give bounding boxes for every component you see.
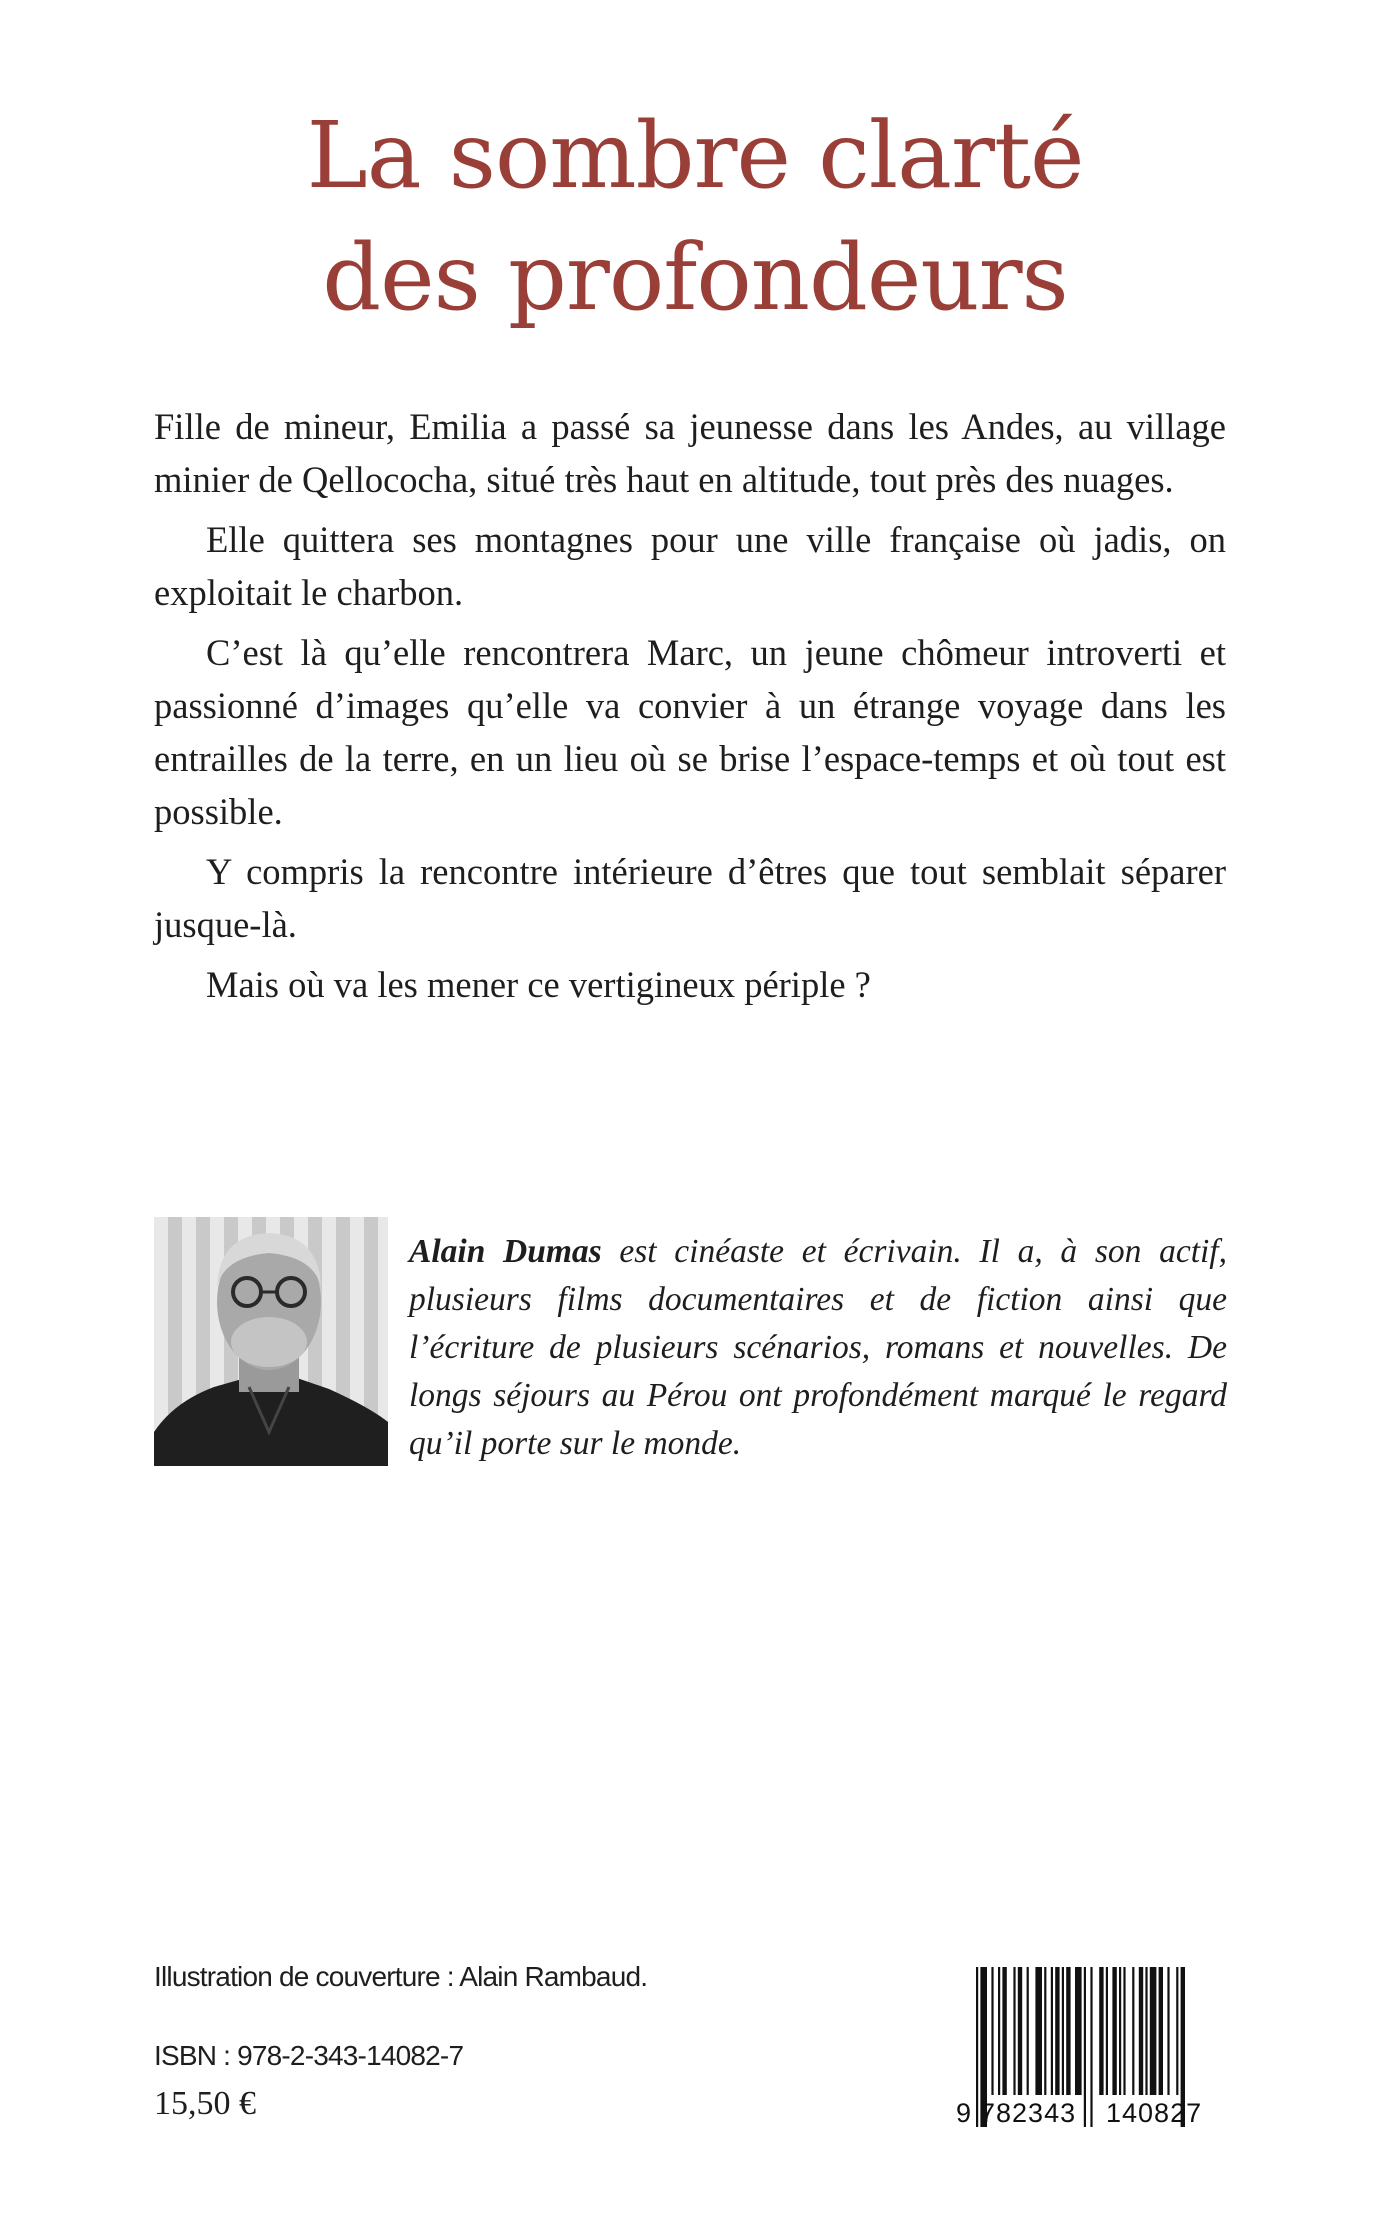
barcode-bar [1018, 1967, 1022, 2095]
barcode-bar [1123, 1967, 1125, 2095]
blurb-paragraph: C’est là qu’elle rencontrera Marc, un jeune chômeur introverti et passionné d’images qu’elle va convier à un étrange voyage dans les entrailles de la terre, en un lieu où se brise l’espace-temps et où tout est possible. [154, 632, 1226, 832]
barcode-bar [1062, 1967, 1064, 2095]
barcode-bar [1176, 1967, 1178, 2095]
barcode-bar [1055, 1967, 1059, 2095]
barcode-bar [976, 1967, 978, 2127]
illustration-credit: Illustration de couverture : Alain Rambaud. [154, 1961, 648, 1992]
barcode-bar [991, 1967, 993, 2095]
barcode [956, 1967, 1228, 2127]
barcode-bar [1027, 1967, 1029, 2095]
blurb-paragraph: Mais où va les mener ce vertigineux périple ? [206, 964, 871, 1005]
barcode-bar [1013, 1967, 1015, 2095]
barcode-digits-right: 140827 [1106, 2098, 1203, 2127]
barcode-bar [1145, 1967, 1147, 2095]
barcode-bar [1112, 1967, 1116, 2095]
barcode-bar [1106, 1967, 1108, 2095]
barcode-bar [1075, 1967, 1082, 2095]
barcode-bar [1044, 1967, 1046, 2095]
blurb-paragraph: Y compris la rencontre intérieure d’êtres que tout semblait séparer jusque-là. [154, 851, 1226, 945]
barcode-bar [1002, 1967, 1006, 2095]
barcode-bar [1084, 1967, 1086, 2127]
book-title [0, 95, 1390, 339]
barcode-digit-first: 9 [956, 2098, 972, 2127]
barcode-bar [1150, 1967, 1157, 2095]
barcode-bar [1132, 1967, 1134, 2095]
barcode-digits-left: 782343 [980, 2098, 1077, 2127]
barcode-bar [1051, 1967, 1053, 2095]
author-name: Alain Dumas [409, 1233, 602, 1270]
author-bio [409, 1228, 1227, 1468]
isbn: ISBN : 978-2-343-14082-7 [154, 2040, 464, 2071]
title-line-2: des profondeurs [322, 224, 1068, 331]
title-line-1: La sombre clarté [306, 102, 1084, 209]
book-blurb [154, 400, 1226, 1018]
barcode-bar [1159, 1967, 1163, 2095]
author-photo [154, 1217, 388, 1466]
barcode-bar [1066, 1967, 1070, 2095]
blurb-paragraph: Elle quittera ses montagnes pour une ville française où jadis, on exploitait le charbon. [154, 519, 1226, 613]
barcode-bar [1119, 1967, 1121, 2095]
author-bio-text: est cinéaste et écrivain. Il a, à son actif, plusieurs films documentaires et de fiction ainsi que l’écriture de plusieurs scénarios, romans et nouvelles. De longs séjours au Pérou ont profondément marqué le regard qu’il porte sur le monde. [409, 1233, 1227, 1462]
barcode-bar [1035, 1967, 1042, 2095]
barcode-bar [1090, 1967, 1092, 2127]
barcode-bar [1167, 1967, 1169, 2095]
price: 15,50 € [154, 2085, 256, 2122]
barcode-bar [1099, 1967, 1103, 2095]
barcode-bar [998, 1967, 1000, 2095]
blurb-paragraph: Fille de mineur, Emilia a passé sa jeunesse dans les Andes, au village minier de Qellococha, situé très haut en altitude, tout près des nuages. [154, 406, 1226, 500]
barcode-bar [1139, 1967, 1143, 2095]
